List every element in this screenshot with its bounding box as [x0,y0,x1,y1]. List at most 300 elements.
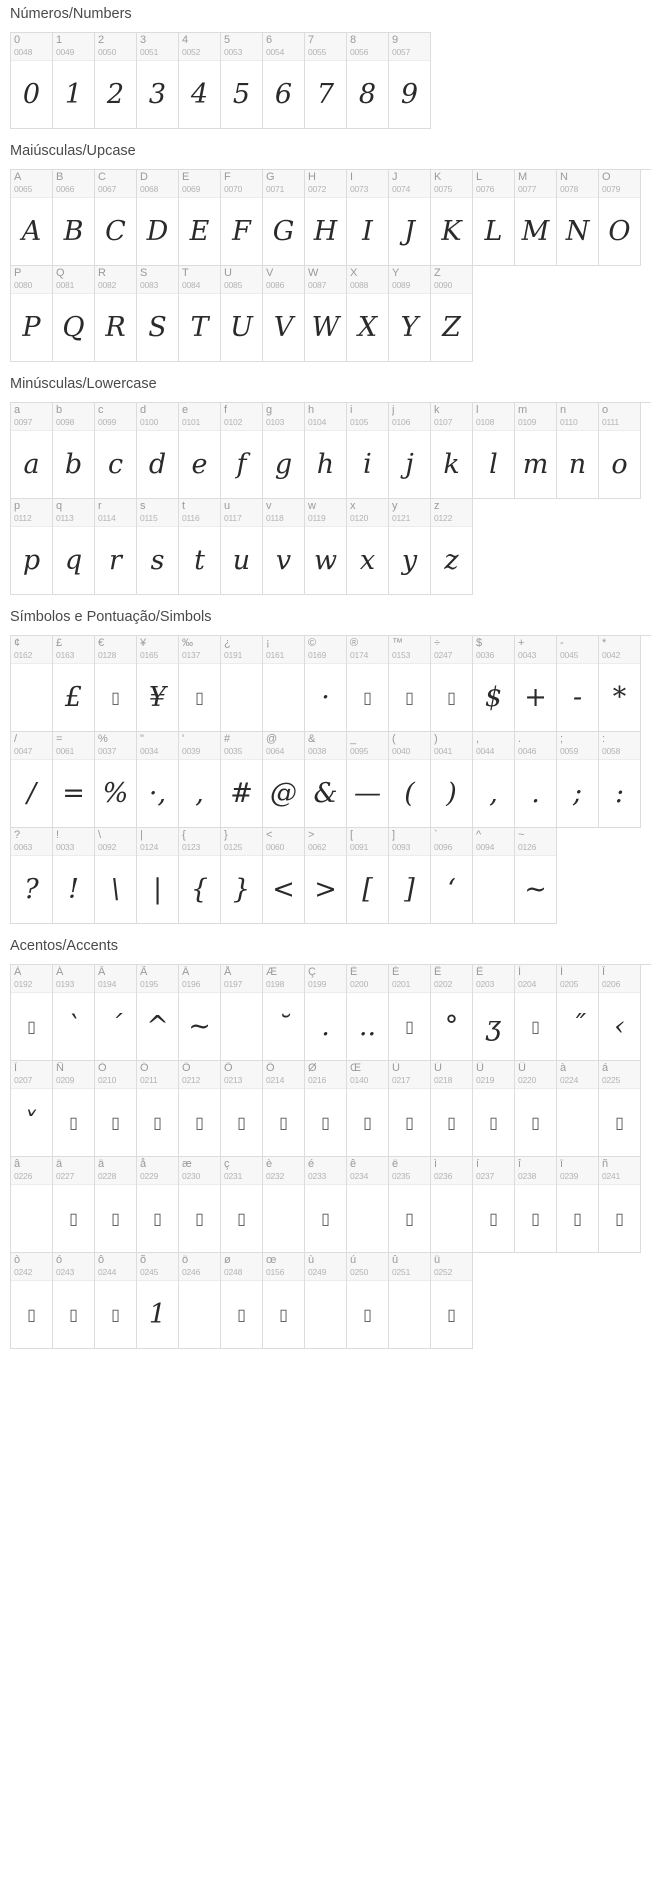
glyph-code: 0224 [560,1075,579,1085]
glyph-cell[interactable] [305,403,347,499]
glyph-code: 0153 [392,650,411,660]
glyph-sample: ▯ [27,1016,36,1036]
glyph-code: 0121 [392,513,411,523]
glyph-cell[interactable] [431,1061,473,1157]
glyph-cell[interactable] [557,1061,599,1157]
glyph-code: 0094 [476,842,495,852]
glyph-code: 0196 [182,979,201,989]
glyph-code: 0042 [602,650,621,660]
glyph-code: 0052 [182,47,201,57]
glyph-cell-header [11,965,52,993]
glyph-cell[interactable] [515,1061,557,1157]
glyph-cell-header [11,1157,52,1185]
glyph-code: 0234 [350,1171,369,1181]
glyph-cell[interactable] [305,965,347,1061]
glyph-cell[interactable] [221,499,263,595]
glyph-cell[interactable] [389,499,431,595]
glyph-character: Ì [518,966,522,978]
section-numbers [0,0,661,129]
glyph-character: ê [350,1158,357,1170]
glyph-code: 0245 [140,1267,159,1277]
glyph-sample: x [359,545,376,576]
glyph-cell[interactable] [347,170,389,266]
glyph-cell[interactable] [431,266,473,362]
glyph-grid-uppercase [10,169,651,362]
glyph-cell[interactable] [431,965,473,1061]
glyph-character: æ [182,1158,192,1170]
glyph-sample: ▯ [447,687,456,707]
glyph-character: Ú [434,1062,442,1074]
glyph-cell[interactable] [557,1157,599,1253]
glyph-character: < [266,829,273,841]
glyph-cell[interactable] [515,636,557,732]
glyph-cell[interactable] [221,403,263,499]
glyph-cell[interactable] [53,1253,95,1349]
glyph-cell[interactable] [95,170,137,266]
glyph-cell[interactable] [431,1253,473,1349]
glyph-cell[interactable] [305,828,347,924]
glyph-cell[interactable] [557,403,599,499]
glyph-code: 0204 [518,979,537,989]
section-symbols [0,603,661,924]
glyph-cell[interactable] [263,828,305,924]
glyph-sample: h [316,449,335,480]
glyph-cell-header [347,266,388,294]
glyph-cell-header [515,636,556,664]
glyph-cell[interactable] [53,732,95,828]
glyph-cell[interactable] [431,636,473,732]
glyph-cell[interactable] [11,33,53,129]
glyph-cell[interactable] [347,1253,389,1349]
glyph-cell[interactable] [347,965,389,1061]
glyph-character: è [266,1158,273,1170]
glyph-sample: W [311,312,340,343]
glyph-cell[interactable] [221,732,263,828]
glyph-cell-header [389,636,430,664]
glyph-sample: 3 [148,79,167,110]
glyph-cell[interactable] [473,636,515,732]
glyph-cell[interactable] [263,33,305,129]
glyph-cell[interactable] [11,636,53,732]
glyph-cell[interactable] [137,33,179,129]
section-accents [0,932,661,1349]
glyph-sample: F [232,216,251,247]
glyph-cell[interactable] [305,266,347,362]
glyph-cell-header [263,636,304,664]
glyph-code: 0231 [224,1171,243,1181]
glyph-cell[interactable] [305,170,347,266]
glyph-cell[interactable] [137,1157,179,1253]
glyph-cell[interactable] [221,266,263,362]
glyph-cell[interactable] [305,1253,347,1349]
glyph-sample: m [522,449,549,480]
glyph-cell[interactable] [515,828,557,924]
glyph-sample: = [62,778,85,809]
glyph-cell[interactable] [305,499,347,595]
glyph-cell[interactable] [137,1253,179,1349]
glyph-sample: , [195,778,204,809]
glyph-cell-header [263,1253,304,1281]
glyph-code: 0108 [476,417,495,427]
glyph-cell[interactable] [389,170,431,266]
glyph-cell-header [389,1157,430,1185]
glyph-cell[interactable] [347,499,389,595]
glyph-cell[interactable] [11,1061,53,1157]
glyph-character: F [224,171,231,183]
glyph-code: 0055 [308,47,327,57]
glyph-cell[interactable] [95,499,137,595]
glyph-cell[interactable] [389,266,431,362]
glyph-cell[interactable] [305,33,347,129]
glyph-character: î [518,1158,522,1170]
glyph-sample: K [441,216,462,247]
glyph-cell[interactable] [11,1253,53,1349]
glyph-cell[interactable] [599,732,641,828]
glyph-cell[interactable] [557,732,599,828]
glyph-cell[interactable] [179,1253,221,1349]
glyph-sample: ▯ [237,1112,246,1132]
glyph-code: 0207 [14,1075,33,1085]
glyph-cell[interactable] [11,1157,53,1253]
glyph-cell[interactable] [515,403,557,499]
glyph-cell[interactable] [347,266,389,362]
glyph-cell[interactable] [95,33,137,129]
glyph-cell[interactable] [221,33,263,129]
glyph-character: ä [98,1158,105,1170]
glyph-cell[interactable] [221,1061,263,1157]
glyph-cell-header [221,965,262,993]
glyph-sample: q [64,545,83,576]
glyph-cell[interactable] [305,636,347,732]
glyph-cell[interactable] [137,403,179,499]
glyph-cell-header [11,636,52,664]
glyph-cell-header [221,403,262,431]
section-title-uppercase: Maiúsculas/Upcase [10,143,136,159]
glyph-cell[interactable] [431,170,473,266]
glyph-cell-header [389,170,430,198]
glyph-cell[interactable] [599,170,641,266]
glyph-cell-header [11,1253,52,1281]
glyph-cell[interactable] [95,266,137,362]
glyph-cell[interactable] [431,828,473,924]
glyph-cell[interactable] [557,965,599,1061]
glyph-code: 0115 [140,513,158,523]
glyph-sample: A [21,216,42,247]
glyph-cell[interactable] [137,499,179,595]
glyph-cell[interactable] [347,403,389,499]
glyph-cell-header [137,1253,178,1281]
glyph-cell[interactable] [11,403,53,499]
glyph-code: 0156 [266,1267,285,1277]
glyph-sample: s [150,545,165,576]
glyph-cell[interactable] [473,1061,515,1157]
glyph-cell[interactable] [221,1157,263,1253]
glyph-cell[interactable] [389,33,431,129]
glyph-code: 0039 [182,746,201,756]
glyph-cell[interactable] [179,266,221,362]
glyph-cell-header [473,965,514,993]
glyph-cell[interactable] [53,1157,95,1253]
glyph-cell[interactable] [137,1061,179,1157]
glyph-code: 0050 [98,47,117,57]
glyph-cell[interactable] [53,828,95,924]
glyph-cell[interactable] [179,1061,221,1157]
glyph-cell[interactable] [599,965,641,1061]
glyph-cell[interactable] [599,1061,641,1157]
glyph-character: ~ [518,829,525,841]
glyph-code: 0064 [266,746,285,756]
glyph-cell[interactable] [347,828,389,924]
glyph-cell[interactable] [557,170,599,266]
glyph-character: U [224,267,232,279]
glyph-cell[interactable] [473,965,515,1061]
glyph-cell[interactable] [11,266,53,362]
glyph-code: 0249 [308,1267,327,1277]
glyph-cell[interactable] [263,1157,305,1253]
glyph-cell[interactable] [221,636,263,732]
glyph-cell[interactable] [347,636,389,732]
glyph-code: 0057 [392,47,411,57]
glyph-cell-header [389,33,430,61]
glyph-code: 0242 [14,1267,33,1277]
glyph-character: Ê [434,966,442,978]
glyph-code: 0126 [518,842,537,852]
glyph-cell[interactable] [389,1061,431,1157]
glyph-cell[interactable] [431,403,473,499]
glyph-character: i [350,404,353,416]
glyph-cell-header [347,403,388,431]
glyph-code: 0114 [98,513,116,523]
glyph-cell[interactable] [389,636,431,732]
glyph-cell[interactable] [179,732,221,828]
glyph-cell[interactable] [179,33,221,129]
glyph-sample: T [190,312,209,343]
glyph-sample: .. [358,1011,377,1042]
glyph-cell[interactable] [11,499,53,595]
glyph-code: 0084 [182,280,201,290]
glyph-cell[interactable] [263,170,305,266]
glyph-cell[interactable] [53,33,95,129]
glyph-cell-header [221,170,262,198]
glyph-character: . [518,733,522,745]
glyph-code: 0116 [182,513,200,523]
glyph-cell[interactable] [515,965,557,1061]
glyph-sample: ·, [148,778,167,809]
glyph-code: 0063 [14,842,33,852]
glyph-sample: C [105,216,126,247]
glyph-cell[interactable] [95,828,137,924]
glyph-cell[interactable] [389,732,431,828]
glyph-cell[interactable] [347,1061,389,1157]
glyph-cell[interactable] [137,170,179,266]
glyph-cell[interactable] [95,636,137,732]
glyph-cell[interactable] [221,1253,263,1349]
glyph-cell-header [11,403,52,431]
glyph-cell[interactable] [599,636,641,732]
glyph-cell[interactable] [53,499,95,595]
glyph-cell[interactable] [305,732,347,828]
glyph-cell-header [389,1061,430,1089]
glyph-cell[interactable] [137,965,179,1061]
glyph-cell[interactable] [263,732,305,828]
glyph-cell[interactable] [263,266,305,362]
glyph-character: O [602,171,611,183]
glyph-cell[interactable] [137,828,179,924]
glyph-cell[interactable] [137,636,179,732]
glyph-sample: ▯ [195,1208,204,1228]
glyph-cell[interactable] [347,1157,389,1253]
glyph-cell[interactable] [221,828,263,924]
glyph-cell[interactable] [137,732,179,828]
glyph-character: X [350,267,358,279]
glyph-sample: ▯ [153,1208,162,1228]
glyph-cell[interactable] [305,1061,347,1157]
glyph-cell[interactable] [263,1061,305,1157]
glyph-cell[interactable] [263,499,305,595]
glyph-sample: - [572,682,583,713]
glyph-cell[interactable] [389,828,431,924]
glyph-character: - [560,637,564,649]
glyph-cell[interactable] [179,499,221,595]
glyph-cell[interactable] [263,965,305,1061]
glyph-cell[interactable] [53,636,95,732]
glyph-cell-header [347,499,388,527]
glyph-cell[interactable] [11,828,53,924]
glyph-code: 0218 [434,1075,453,1085]
glyph-code: 0241 [602,1171,621,1181]
glyph-cell[interactable] [431,1157,473,1253]
glyph-cell[interactable] [473,828,515,924]
glyph-cell[interactable] [263,403,305,499]
glyph-sample: ▯ [405,1016,414,1036]
glyph-cell[interactable] [11,965,53,1061]
glyph-code: 0067 [98,184,117,194]
glyph-cell[interactable] [137,266,179,362]
glyph-cell[interactable] [53,266,95,362]
glyph-cell-header [11,33,52,61]
glyph-cell-header [53,636,94,664]
glyph-cell[interactable] [263,1253,305,1349]
glyph-code: 0112 [14,513,32,523]
glyph-cell[interactable] [431,499,473,595]
glyph-code: 0225 [602,1075,621,1085]
glyph-cell-header [179,499,220,527]
glyph-cell[interactable] [95,1061,137,1157]
glyph-cell[interactable] [305,1157,347,1253]
glyph-cell[interactable] [599,1157,641,1253]
glyph-character: É [392,966,400,978]
glyph-code: 0246 [182,1267,201,1277]
glyph-cell[interactable] [347,732,389,828]
glyph-cell[interactable] [95,403,137,499]
glyph-character: € [98,637,105,649]
glyph-cell[interactable] [95,1253,137,1349]
glyph-sample: w [313,545,338,576]
glyph-character: ä [56,1158,63,1170]
glyph-cell[interactable] [389,1157,431,1253]
glyph-cell[interactable] [53,965,95,1061]
glyph-cell[interactable] [53,403,95,499]
glyph-cell[interactable] [515,732,557,828]
glyph-cell[interactable] [179,403,221,499]
glyph-cell[interactable] [53,170,95,266]
glyph-code: 0086 [266,280,285,290]
glyph-code: 0065 [14,184,33,194]
glyph-cell-header [305,1253,346,1281]
glyph-cell[interactable] [263,636,305,732]
glyph-cell[interactable] [557,636,599,732]
glyph-character: 8 [350,34,357,46]
glyph-character: Ã [140,966,148,978]
glyph-code: 0251 [392,1267,411,1277]
glyph-cell[interactable] [389,403,431,499]
glyph-cell-header [95,266,136,294]
glyph-cell-header [389,499,430,527]
glyph-cell[interactable] [179,170,221,266]
glyph-cell[interactable] [179,965,221,1061]
glyph-cell[interactable] [95,965,137,1061]
glyph-cell[interactable] [431,732,473,828]
glyph-character: D [140,171,148,183]
glyph-sample: M [521,216,550,247]
glyph-cell[interactable] [347,33,389,129]
glyph-character: Õ [224,1062,233,1074]
glyph-code: 0069 [182,184,201,194]
glyph-cell[interactable] [221,170,263,266]
glyph-cell-header [95,1157,136,1185]
glyph-cell[interactable] [389,965,431,1061]
glyph-code: 0210 [98,1075,117,1085]
glyph-character: r [98,500,102,512]
glyph-character: Ó [140,1062,149,1074]
glyph-cell-header [53,828,94,856]
glyph-cell[interactable] [179,636,221,732]
glyph-character: Œ [350,1062,361,1074]
glyph-cell[interactable] [515,1157,557,1253]
glyph-cell[interactable] [11,732,53,828]
glyph-sample [431,1185,472,1252]
glyph-cell[interactable] [179,1157,221,1253]
glyph-cell[interactable] [473,1157,515,1253]
glyph-sample: \ [110,874,121,905]
glyph-cell[interactable] [515,170,557,266]
glyph-cell[interactable] [473,732,515,828]
glyph-character: Y [392,267,400,279]
glyph-code: 0220 [518,1075,537,1085]
glyph-sample: ? [24,874,39,905]
glyph-cell[interactable] [473,170,515,266]
glyph-cell[interactable] [53,1061,95,1157]
glyph-sample: . [321,1011,330,1042]
glyph-cell[interactable] [179,828,221,924]
glyph-sample [263,664,304,731]
glyph-cell[interactable] [95,1157,137,1253]
glyph-cell-header [137,403,178,431]
glyph-cell[interactable] [221,965,263,1061]
glyph-cell[interactable] [599,403,641,499]
glyph-sample: # [230,778,253,809]
glyph-sample: k [443,449,460,480]
glyph-character: Ï [14,1062,18,1074]
glyph-character: ¡ [266,637,270,649]
glyph-cell[interactable] [389,1253,431,1349]
glyph-cell[interactable] [11,170,53,266]
glyph-sample: ] [404,874,415,905]
glyph-cell-header [137,732,178,760]
glyph-character: + [518,637,525,649]
glyph-cell[interactable] [95,732,137,828]
glyph-cell[interactable] [473,403,515,499]
